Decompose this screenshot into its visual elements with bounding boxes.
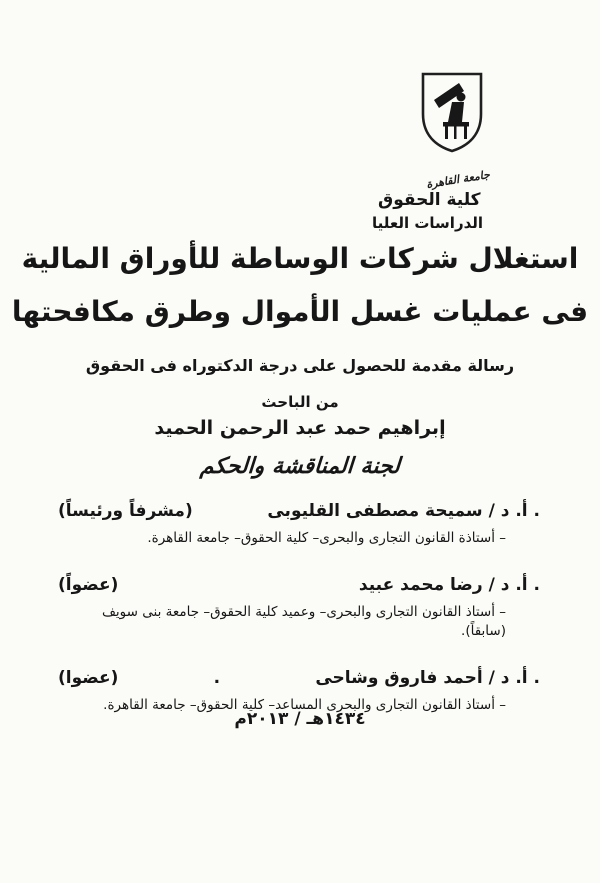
- committee-list: [58, 500, 540, 715]
- member-role: (عضوا): [58, 667, 119, 688]
- hijri-gregorian-date: ١٤٣٤هـ / ٢٠١٣م: [234, 709, 366, 729]
- committee-member: [58, 574, 540, 641]
- thesis-title-line1: استغلال شركات الوساطة للأوراق المالية: [21, 242, 579, 275]
- university-header: [362, 70, 542, 232]
- member-description: – أستاذ القانون التجارى والبحرى– وعميد كلية الحقوق– جامعة بنى سويف (سابقاً).: [101, 604, 506, 639]
- committee-heading: لجنة المناقشة والحكم: [199, 454, 401, 479]
- committee-member: [58, 667, 540, 715]
- committee-member-row: [58, 667, 540, 689]
- committee-member-row: [58, 500, 540, 522]
- researcher-name: إبراهيم حمد عبد الرحمن الحميد: [154, 417, 446, 439]
- shield-scribe-icon: [416, 70, 488, 162]
- by-researcher-label: من الباحث: [261, 393, 339, 411]
- thesis-title: [0, 232, 600, 338]
- university-name-calligraphy: جامعة القاهرة: [425, 168, 491, 191]
- member-name: . أ. د / سميحة مصطفى القليوبى: [267, 501, 540, 521]
- scan-dot-artifact: .: [213, 667, 221, 688]
- graduate-studies-label: الدراسات العليا: [372, 214, 484, 232]
- member-description: – أستاذة القانون التجارى والبحرى– كلية الحقوق– جامعة القاهرة.: [147, 530, 506, 547]
- member-name: . أ. د / أحمد فاروق وشاحى: [315, 667, 540, 688]
- member-role: (مشرفاً ورئيساً): [58, 501, 193, 521]
- member-name: . أ. د / رضا محمد عبيد: [358, 574, 540, 595]
- committee-member: [58, 500, 540, 548]
- member-role: (عضواً): [58, 574, 119, 595]
- university-emblem: [362, 70, 542, 191]
- degree-statement: رسالة مقدمة للحصول على درجة الدكتوراه فى الحقوق: [85, 356, 515, 375]
- committee-member-row: [58, 574, 540, 596]
- member-description: – أستاذ القانون التجارى والبحرى المساعد– كلية الحقوق– جامعة القاهرة.: [103, 696, 506, 713]
- thesis-title-line2: فى عمليات غسل الأموال وطرق مكافحتها: [11, 295, 589, 328]
- faculty-name: كلية الحقوق: [378, 190, 481, 210]
